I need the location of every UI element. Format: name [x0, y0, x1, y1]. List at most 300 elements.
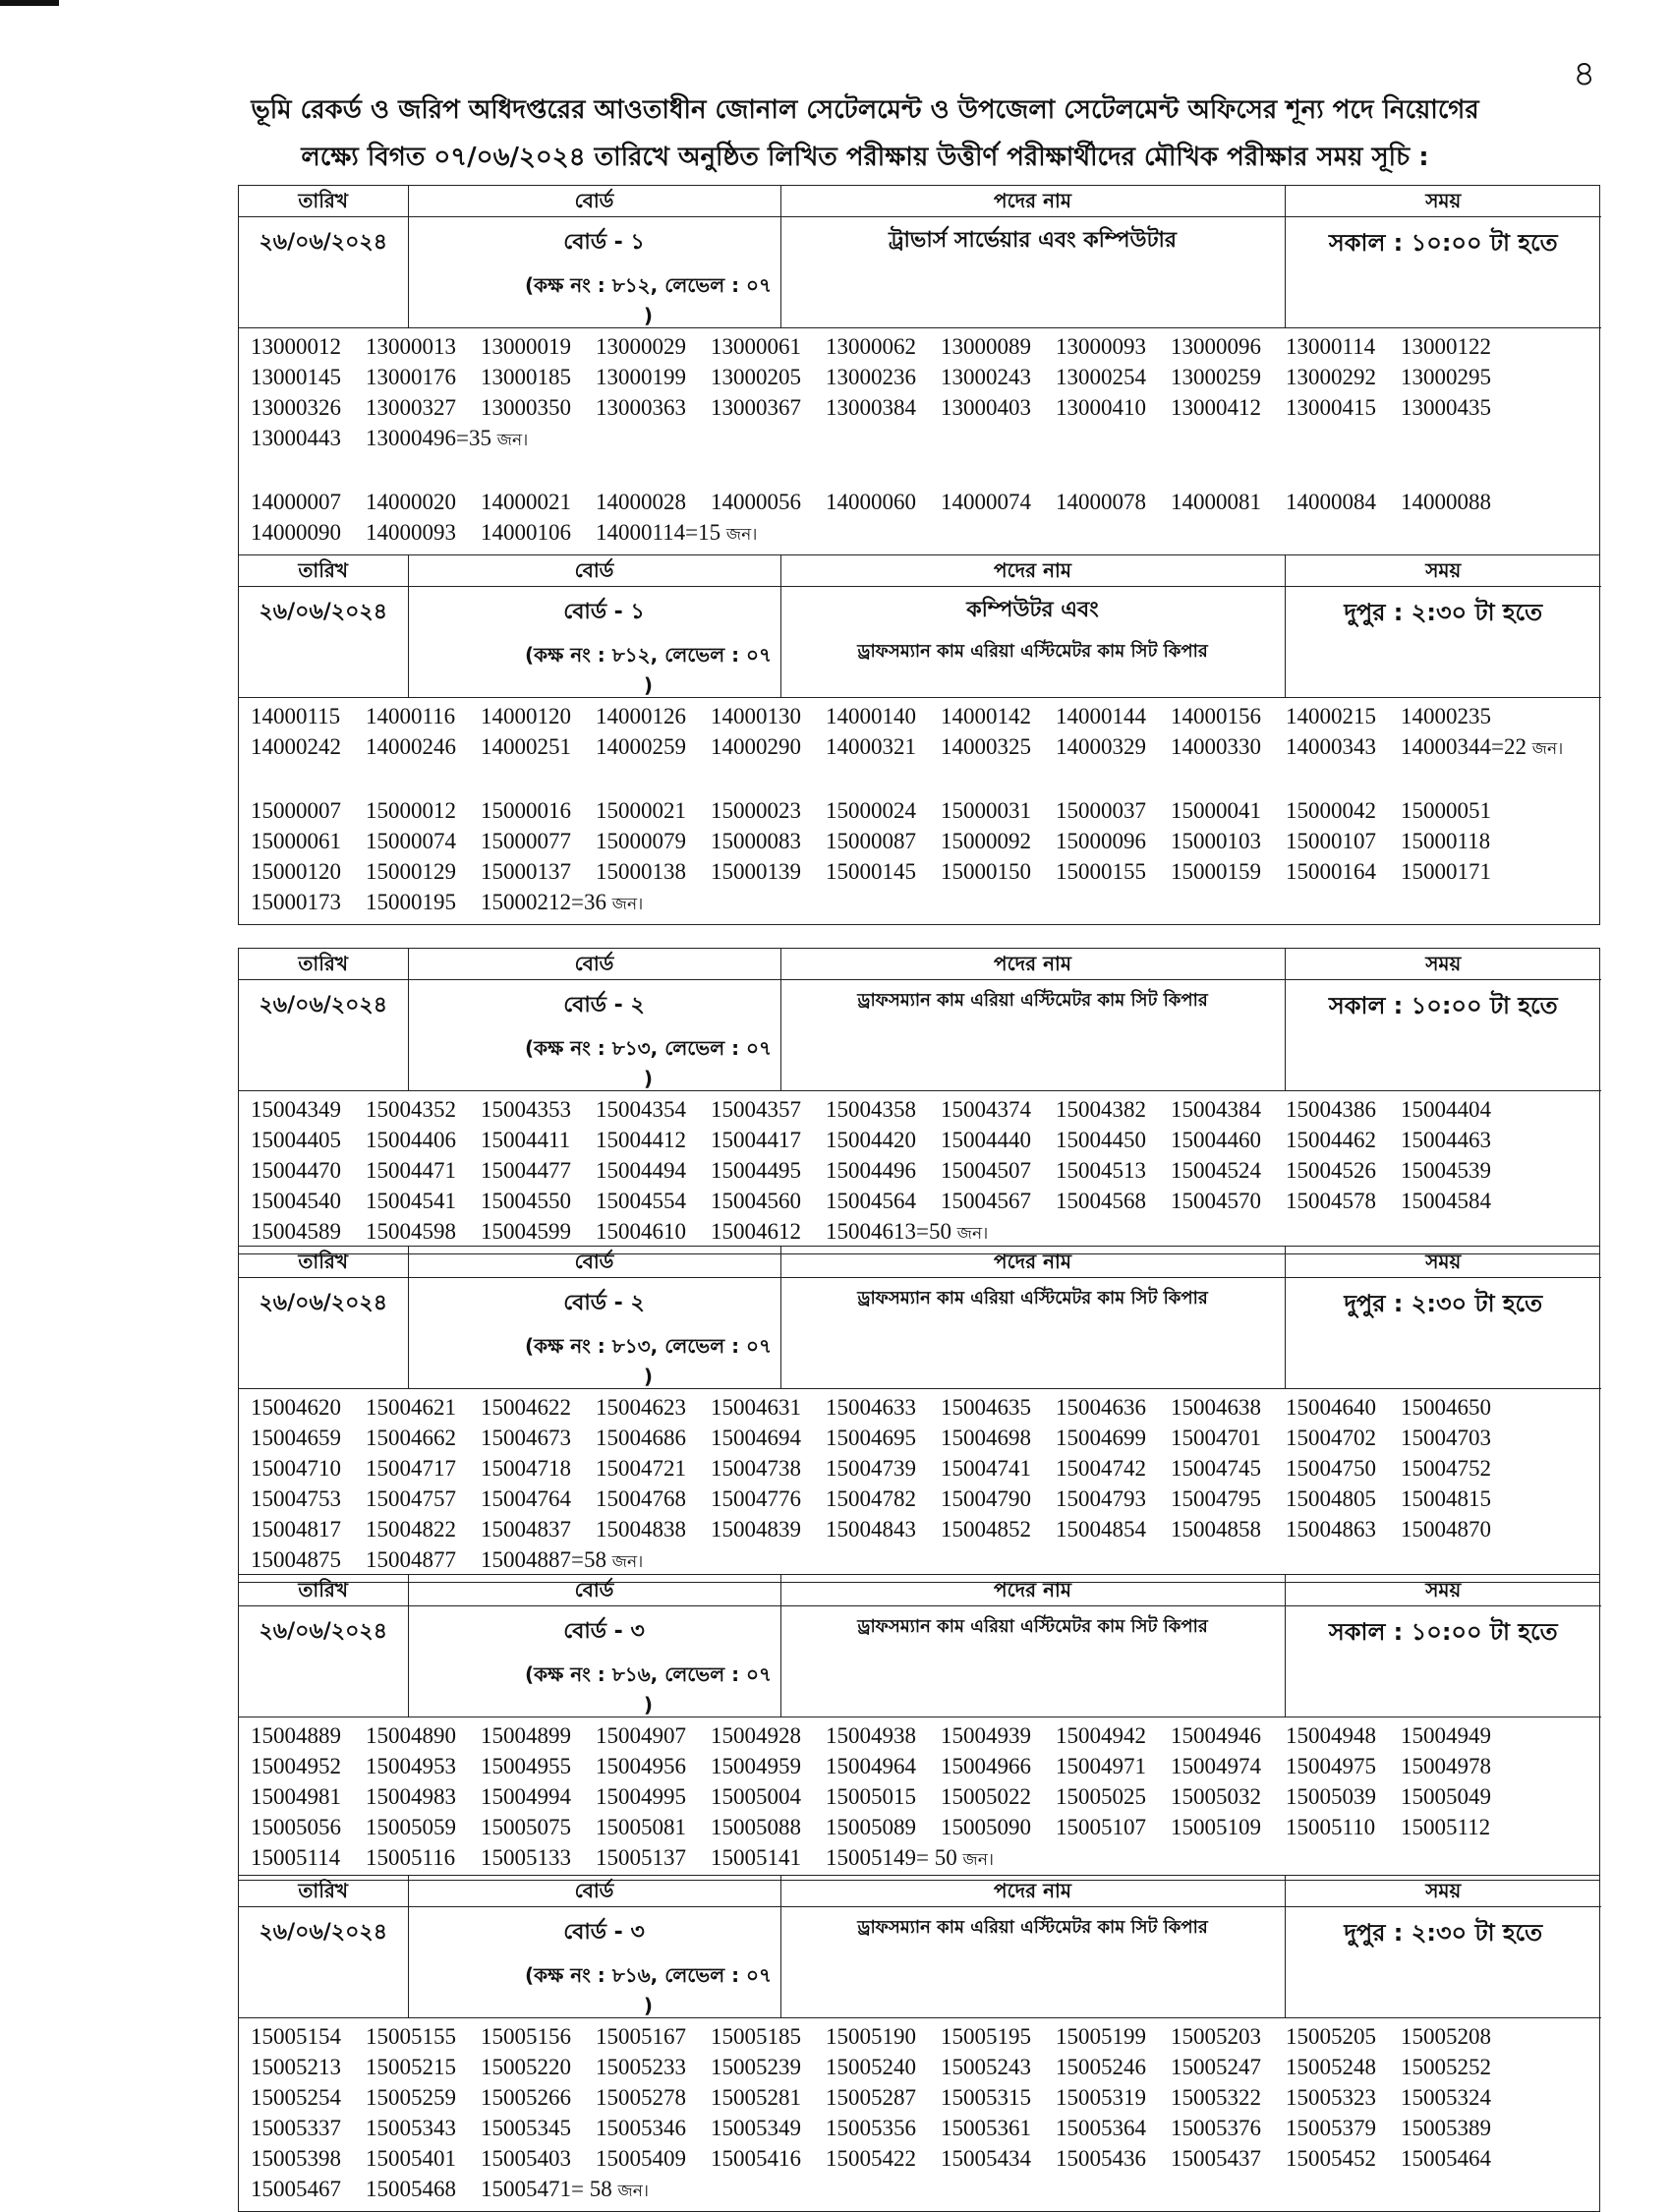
roll-number: 13000363 — [596, 395, 686, 420]
exam-time: সকাল : ১০:০০ টা হতে — [1285, 1606, 1601, 1717]
roll-line — [251, 362, 1591, 392]
roll-number: 15005337 — [251, 2116, 341, 2140]
header-board: বোর্ড — [408, 555, 780, 587]
roll-number: 15004659 — [251, 1426, 341, 1450]
roll-number: 14000235 — [1401, 704, 1491, 728]
roll-number: 15004768 — [596, 1486, 686, 1511]
roll-number: 15004703 — [1401, 1426, 1491, 1450]
roll-number: 15000074 — [366, 829, 456, 853]
roll-number: 15005220 — [481, 2055, 571, 2079]
roll-number: 15005239 — [711, 2055, 801, 2079]
roll-number: 15000118 — [1401, 829, 1491, 853]
roll-number: 13000093 — [1056, 334, 1146, 359]
roll-line — [251, 2082, 1591, 2113]
header-date: তারিখ — [239, 1247, 408, 1278]
roll-number: 15004978 — [1401, 1754, 1491, 1778]
schedule-block — [238, 554, 1600, 925]
roll-number: 15004966 — [941, 1754, 1031, 1778]
roll-number: 15000079 — [596, 829, 686, 853]
roll-number: 15005116 — [366, 1845, 456, 1870]
roll-line — [251, 1423, 1591, 1453]
roll-line — [251, 1216, 1591, 1250]
roll-number: 15000159 — [1171, 859, 1261, 884]
roll-number: 15004939 — [941, 1723, 1031, 1748]
roll-number: 14000028 — [596, 490, 686, 514]
roll-number: 15004623 — [596, 1395, 686, 1420]
roll-number: 15005032 — [1171, 1784, 1261, 1809]
roll-number: 15005133 — [481, 1845, 571, 1870]
roll-number: 15004877 — [366, 1547, 456, 1572]
post-name: ট্রাভার্স সার্ভেয়ার এবং কম্পিউটার — [888, 228, 1178, 253]
title-line-2: লক্ষ্যে বিগত ০৭/০৬/২০২৪ তারিখে অনুষ্ঠিত লিখিত পরীক্ষায় উত্তীর্ণ পরীক্ষার্থীদের মৌখিক পরীক্ষার সময় সূচি : — [301, 143, 1429, 172]
roll-line — [251, 2143, 1591, 2174]
roll-line — [251, 517, 1591, 551]
roll-number: 15005075 — [481, 1815, 571, 1839]
roll-number: 15004952 — [251, 1754, 341, 1778]
roll-number: 15004753 — [251, 1486, 341, 1511]
roll-number: 15004612 — [711, 1219, 801, 1244]
roll-number: 15000077 — [481, 829, 571, 853]
roll-number: 15004721 — [596, 1456, 686, 1481]
roll-number: 15005195 — [941, 2024, 1031, 2049]
roll-number: 15005247 — [1171, 2055, 1261, 2079]
roll-number: 15005403 — [481, 2146, 571, 2171]
count-value: =50 — [916, 1219, 951, 1244]
roll-number: 15005416 — [711, 2146, 801, 2171]
roll-number: 15004782 — [826, 1486, 916, 1511]
roll-number: 13000061 — [711, 334, 801, 359]
roll-number: 15005349 — [711, 2116, 801, 2140]
title-line-1: ভূমি রেকর্ড ও জরিপ অধিদপ্তরের আওতাধীন জোনাল সেটেলমেন্ট ও উপজেলা সেটেলমেন্ট অফিসের শূন্য পদে নিয়োগের — [251, 95, 1479, 125]
roll-number: 15005343 — [366, 2116, 456, 2140]
post-cell — [780, 1907, 1285, 2018]
roll-line — [251, 392, 1591, 423]
roll-number: 15005190 — [826, 2024, 916, 2049]
roll-line — [251, 1392, 1591, 1423]
roll-number: 15004858 — [1171, 1517, 1261, 1542]
roll-number: 13000012 — [251, 334, 341, 359]
roll-number: 15004570 — [1171, 1189, 1261, 1213]
roll-number: 15005409 — [596, 2146, 686, 2171]
exam-time: দুপুর : ২:৩০ টা হতে — [1285, 1278, 1601, 1389]
roll-number: 15004702 — [1286, 1426, 1376, 1450]
header-post: পদের নাম — [780, 1247, 1285, 1278]
roll-number: 15005376 — [1171, 2116, 1261, 2140]
roll-number: 15005155 — [366, 2024, 456, 2049]
exam-time: সকাল : ১০:০০ টা হতে — [1285, 217, 1601, 328]
board-cell — [408, 1278, 780, 1389]
roll-number: 15005022 — [941, 1784, 1031, 1809]
candidate-count — [916, 1219, 988, 1244]
count-unit: জন। — [956, 1224, 989, 1244]
roll-number: 15000007 — [251, 798, 341, 823]
roll-line — [251, 1155, 1591, 1186]
roll-number: 15004955 — [481, 1754, 571, 1778]
roll-group — [251, 1392, 1591, 1578]
roll-number: 14000093 — [366, 520, 456, 545]
roll-number: 15005059 — [366, 1815, 456, 1839]
exam-date: ২৬/০৬/২০২৪ — [239, 1606, 408, 1717]
roll-number: 15004701 — [1171, 1426, 1261, 1450]
roll-number: 15005389 — [1401, 2116, 1491, 2140]
roll-line — [251, 887, 1591, 920]
roll-number: 15004745 — [1171, 1456, 1261, 1481]
roll-number: 13000114 — [1286, 334, 1376, 359]
roll-line — [251, 1094, 1591, 1125]
roll-number: 15004610 — [596, 1219, 686, 1244]
roll-number: 14000056 — [711, 490, 801, 514]
candidate-count — [571, 890, 643, 914]
roll-number: 15004838 — [596, 1517, 686, 1542]
roll-line — [251, 331, 1591, 362]
roll-number: 15004494 — [596, 1158, 686, 1183]
roll-number: 13000236 — [826, 365, 916, 389]
roll-number: 15004631 — [711, 1395, 801, 1420]
roll-number: 14000090 — [251, 520, 341, 545]
roll-number: 15000096 — [1056, 829, 1146, 853]
roll-number: 15004673 — [481, 1426, 571, 1450]
roll-number: 15000145 — [826, 859, 916, 884]
roll-number: 15004477 — [481, 1158, 571, 1183]
roll-number: 13000185 — [481, 365, 571, 389]
schedule-header-table — [239, 949, 1601, 1091]
schedule-block — [238, 1574, 1600, 1881]
roll-number: 14000106 — [481, 520, 571, 545]
roll-number: 14000074 — [941, 490, 1031, 514]
roll-number: 15005167 — [596, 2024, 686, 2049]
roll-number: 15005141 — [711, 1845, 801, 1870]
roll-number: 15005185 — [711, 2024, 801, 2049]
roll-number: 15005004 — [711, 1784, 801, 1809]
roll-number: 15004699 — [1056, 1426, 1146, 1450]
roll-number: 15004694 — [711, 1426, 801, 1450]
roll-number: 13000089 — [941, 334, 1031, 359]
roll-number: 15004822 — [366, 1517, 456, 1542]
roll-line — [251, 1751, 1591, 1781]
board-name: বোর্ড - ২ — [563, 1291, 645, 1315]
roll-number: 15000195 — [366, 890, 456, 914]
count-value: =22 — [1491, 734, 1527, 759]
header-time: সময় — [1285, 1876, 1601, 1907]
roll-number: 15004949 — [1401, 1723, 1491, 1748]
roll-number: 14000242 — [251, 734, 341, 759]
roll-line — [251, 487, 1591, 517]
roll-number: 15000138 — [596, 859, 686, 884]
roll-number: 15004805 — [1286, 1486, 1376, 1511]
roll-number: 15005156 — [481, 2024, 571, 2049]
roll-number: 15004662 — [366, 1426, 456, 1450]
roll-number: 15004815 — [1401, 1486, 1491, 1511]
roll-number: 15004636 — [1056, 1395, 1146, 1420]
roll-list — [239, 2018, 1599, 2211]
roll-line — [251, 1544, 1591, 1578]
post-name-line-2: ড্রাফসম্যান কাম এরিয়া এস্টিমেটর কাম সিট কিপার — [857, 641, 1208, 662]
roll-number: 15004974 — [1171, 1754, 1261, 1778]
roll-number: 15005319 — [1056, 2085, 1146, 2110]
roll-number: 14000156 — [1171, 704, 1261, 728]
board-cell — [408, 217, 780, 328]
roll-number: 14000259 — [596, 734, 686, 759]
schedule-block — [238, 948, 1600, 1254]
room-info: (কক্ষ নং : ৮১২, লেভেল : ০৭ ) — [524, 273, 773, 327]
roll-number: 15004462 — [1286, 1128, 1376, 1152]
roll-number: 15005137 — [596, 1845, 686, 1870]
roll-number: 13000496 — [366, 426, 456, 450]
roll-number: 15000173 — [251, 890, 341, 914]
header-time: সময় — [1285, 1575, 1601, 1606]
roll-number: 14000140 — [826, 704, 916, 728]
room-info: (কক্ষ নং : ৮১৬, লেভেল : ০৭ ) — [524, 1662, 773, 1717]
roll-number: 15004953 — [366, 1754, 456, 1778]
roll-number: 15004554 — [596, 1189, 686, 1213]
roll-line — [251, 701, 1591, 731]
roll-line — [251, 2052, 1591, 2082]
candidate-count — [685, 520, 757, 545]
roll-number: 15004938 — [826, 1723, 916, 1748]
roll-number: 15004635 — [941, 1395, 1031, 1420]
header-time: সময় — [1285, 1247, 1601, 1278]
post-name: কম্পিউটর এবং — [966, 598, 1099, 622]
roll-list — [239, 328, 1599, 554]
roll-line — [251, 826, 1591, 856]
roll-number: 15005356 — [826, 2116, 916, 2140]
roll-number: 15004764 — [481, 1486, 571, 1511]
roll-number: 15004790 — [941, 1486, 1031, 1511]
roll-number: 15004620 — [251, 1395, 341, 1420]
roll-number: 15005112 — [1401, 1815, 1491, 1839]
roll-number: 15004750 — [1286, 1456, 1376, 1481]
roll-number: 15000061 — [251, 829, 341, 853]
roll-number: 14000078 — [1056, 490, 1146, 514]
roll-number: 14000021 — [481, 490, 571, 514]
count-unit: জন। — [725, 525, 758, 545]
roll-number: 15004695 — [826, 1426, 916, 1450]
roll-number: 15004374 — [941, 1097, 1031, 1122]
roll-number: 15004890 — [366, 1723, 456, 1748]
roll-number: 15005398 — [251, 2146, 341, 2171]
roll-number: 14000120 — [481, 704, 571, 728]
roll-number: 15005379 — [1286, 2116, 1376, 2140]
roll-number: 15004686 — [596, 1426, 686, 1450]
room-info: (কক্ষ নং : ৮১৩, লেভেল : ০৭ ) — [524, 1334, 773, 1388]
roll-number: 13000096 — [1171, 334, 1261, 359]
page-number: ৪ — [1573, 54, 1596, 94]
roll-number: 15005278 — [596, 2085, 686, 2110]
roll-number: 15004959 — [711, 1754, 801, 1778]
roll-number: 14000114 — [596, 520, 686, 545]
roll-number: 15004354 — [596, 1097, 686, 1122]
roll-number: 15004948 — [1286, 1723, 1376, 1748]
roll-number: 13000443 — [251, 426, 341, 450]
roll-number: 15004613 — [826, 1219, 916, 1244]
roll-number: 15004584 — [1401, 1189, 1491, 1213]
roll-group — [251, 2021, 1591, 2207]
roll-number: 13000029 — [596, 334, 686, 359]
roll-number: 15005422 — [826, 2146, 916, 2171]
roll-number: 15004742 — [1056, 1456, 1146, 1481]
roll-list — [239, 1389, 1599, 1582]
roll-number: 15004567 — [941, 1189, 1031, 1213]
roll-number: 15004793 — [1056, 1486, 1146, 1511]
roll-number: 15004863 — [1286, 1517, 1376, 1542]
roll-number: 15005315 — [941, 2085, 1031, 2110]
roll-number: 15004956 — [596, 1754, 686, 1778]
roll-number: 15004717 — [366, 1456, 456, 1481]
roll-number: 14000343 — [1286, 734, 1376, 759]
exam-date: ২৬/০৬/২০২৪ — [239, 587, 408, 698]
count-unit: জন। — [496, 431, 529, 450]
roll-number: 15000150 — [941, 859, 1031, 884]
roll-number: 13000326 — [251, 395, 341, 420]
roll-number: 15005281 — [711, 2085, 801, 2110]
roll-line — [251, 1781, 1591, 1812]
roll-number: 15005266 — [481, 2085, 571, 2110]
board-name: বোর্ড - ১ — [563, 230, 645, 255]
roll-number: 15004738 — [711, 1456, 801, 1481]
board-cell — [408, 1907, 780, 2018]
roll-number: 15004964 — [826, 1754, 916, 1778]
count-value: =58 — [571, 1547, 606, 1572]
roll-number: 15005081 — [596, 1815, 686, 1839]
roll-number: 15000129 — [366, 859, 456, 884]
roll-number: 15000031 — [941, 798, 1031, 823]
roll-number: 15000107 — [1286, 829, 1376, 853]
header-post: পদের নাম — [780, 1876, 1285, 1907]
roll-number: 15005401 — [366, 2146, 456, 2171]
roll-number: 15000212 — [481, 890, 571, 914]
board-name: বোর্ড - ৩ — [563, 1920, 645, 1945]
roll-number: 15005049 — [1401, 1784, 1491, 1809]
exam-date: ২৬/০৬/২০২৪ — [239, 217, 408, 328]
header-time: সময় — [1285, 186, 1601, 217]
count-unit: জন। — [611, 895, 644, 914]
roll-number: 15004942 — [1056, 1723, 1146, 1748]
roll-number: 15000023 — [711, 798, 801, 823]
roll-number: 15005248 — [1286, 2055, 1376, 2079]
candidate-count — [571, 1547, 643, 1572]
roll-number: 15004757 — [366, 1486, 456, 1511]
roll-number: 15005471 — [481, 2177, 571, 2201]
board-cell — [408, 1606, 780, 1717]
roll-number: 14000084 — [1286, 490, 1376, 514]
roll-number: 14000142 — [941, 704, 1031, 728]
roll-number: 15004589 — [251, 1219, 341, 1244]
header-post: পদের নাম — [780, 1575, 1285, 1606]
schedule-block — [238, 185, 1600, 555]
roll-number: 15004541 — [366, 1189, 456, 1213]
roll-number: 15005154 — [251, 2024, 341, 2049]
roll-number: 15004460 — [1171, 1128, 1261, 1152]
header-date: তারিখ — [239, 1575, 408, 1606]
roll-number: 13000122 — [1401, 334, 1491, 359]
header-board: বোর্ড — [408, 949, 780, 980]
schedule-block — [238, 1246, 1600, 1583]
count-unit: জন। — [962, 1850, 994, 1870]
roll-number: 15004633 — [826, 1395, 916, 1420]
roll-number: 15005437 — [1171, 2146, 1261, 2171]
roll-group — [251, 331, 1591, 456]
roll-number: 15004540 — [251, 1189, 341, 1213]
roll-number: 15004710 — [251, 1456, 341, 1481]
roll-line — [251, 2113, 1591, 2143]
schedule-block — [238, 1875, 1600, 2212]
roll-number: 15005364 — [1056, 2116, 1146, 2140]
exam-time: দুপুর : ২:৩০ টা হতে — [1285, 587, 1601, 698]
post-cell — [780, 980, 1285, 1091]
roll-number: 15005464 — [1401, 2146, 1491, 2171]
post-name: ড্রাফসম্যান কাম এরিয়া এস্টিমেটর কাম সিট কিপার — [857, 1616, 1208, 1637]
post-cell — [780, 587, 1285, 698]
roll-number: 15005436 — [1056, 2146, 1146, 2171]
roll-number: 13000062 — [826, 334, 916, 359]
roll-number: 14000088 — [1401, 490, 1491, 514]
roll-number: 15000024 — [826, 798, 916, 823]
candidate-count — [456, 426, 528, 450]
schedule-header-table — [239, 555, 1601, 698]
roll-number: 15004539 — [1401, 1158, 1491, 1183]
header-post: পদের নাম — [780, 949, 1285, 980]
roll-number: 15004417 — [711, 1128, 801, 1152]
roll-number: 13000013 — [366, 334, 456, 359]
roll-number: 15005109 — [1171, 1815, 1261, 1839]
roll-number: 15000083 — [711, 829, 801, 853]
roll-number: 15005089 — [826, 1815, 916, 1839]
roll-number: 15004386 — [1286, 1097, 1376, 1122]
roll-number: 15000037 — [1056, 798, 1146, 823]
roll-number: 15000103 — [1171, 829, 1261, 853]
roll-number: 15000164 — [1286, 859, 1376, 884]
board-cell — [408, 980, 780, 1091]
count-value: =35 — [456, 426, 491, 450]
roll-line — [251, 2021, 1591, 2052]
roll-number: 15004650 — [1401, 1395, 1491, 1420]
roll-list — [239, 1717, 1599, 1880]
roll-number: 15005259 — [366, 2085, 456, 2110]
roll-number: 15004440 — [941, 1128, 1031, 1152]
roll-number: 15004357 — [711, 1097, 801, 1122]
schedule-header-table — [239, 1876, 1601, 2018]
roll-number: 15004404 — [1401, 1097, 1491, 1122]
roll-number: 14000060 — [826, 490, 916, 514]
roll-number: 15005114 — [251, 1845, 341, 1870]
roll-number: 15000041 — [1171, 798, 1261, 823]
roll-number: 15004839 — [711, 1517, 801, 1542]
room-info: (কক্ষ নং : ৮১২, লেভেল : ০৭ ) — [524, 643, 773, 697]
roll-number: 15004507 — [941, 1158, 1031, 1183]
roll-number: 13000176 — [366, 365, 456, 389]
roll-number: 15000120 — [251, 859, 341, 884]
roll-number: 15004852 — [941, 1517, 1031, 1542]
roll-number: 15004384 — [1171, 1097, 1261, 1122]
count-unit: জন। — [611, 1552, 644, 1572]
roll-number: 15005240 — [826, 2055, 916, 2079]
roll-number: 15005246 — [1056, 2055, 1146, 2079]
roll-number: 15005025 — [1056, 1784, 1146, 1809]
roll-number: 15005205 — [1286, 2024, 1376, 2049]
roll-line — [251, 423, 1591, 456]
roll-number: 15004578 — [1286, 1189, 1376, 1213]
roll-line — [251, 1812, 1591, 1842]
roll-number: 14000251 — [481, 734, 571, 759]
roll-number: 13000367 — [711, 395, 801, 420]
roll-number: 14000321 — [826, 734, 916, 759]
post-cell — [780, 217, 1285, 328]
roll-number: 13000199 — [596, 365, 686, 389]
count-value: = 58 — [571, 2177, 612, 2201]
post-cell — [780, 1278, 1285, 1389]
roll-number: 15004975 — [1286, 1754, 1376, 1778]
roll-number: 15004352 — [366, 1097, 456, 1122]
